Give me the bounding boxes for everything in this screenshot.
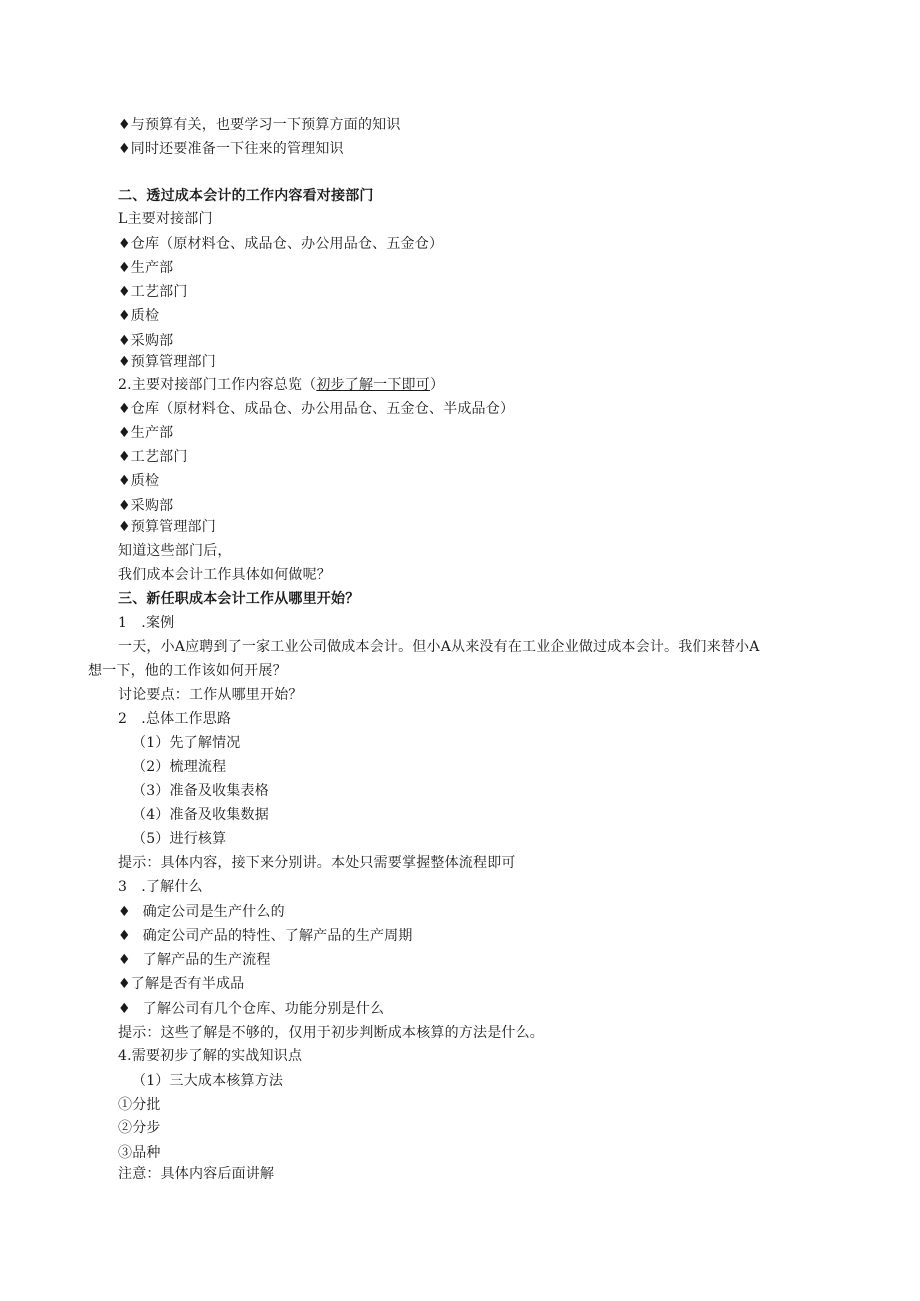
text-span: 2.主要对接部门工作内容总览（: [118, 377, 317, 393]
paragraph-line: 一天，小A应聘到了一家工业公司做成本会计。但小A从来没有在工业企业做过成本会计。我们来替小A: [118, 639, 760, 655]
paragraph-line: 想一下，他的工作该如何开展？: [88, 663, 287, 679]
list-item: ③品种: [118, 1145, 161, 1161]
text-span: 确定公司产品的特性、了解产品的生产周期: [142, 928, 413, 944]
list-item: ②分步: [118, 1120, 161, 1136]
list-item: ♦生产部: [118, 425, 174, 441]
bullet-icon: ♦: [118, 904, 131, 920]
text-line: 知道这些部门后，: [118, 543, 232, 559]
list-item: ♦工艺部门: [118, 449, 188, 465]
list-item: [118, 1000, 384, 1018]
text-line: 1 .案例: [118, 615, 175, 631]
list-item: （1）三大成本核算方法: [132, 1073, 284, 1089]
text-line: [118, 376, 444, 394]
text-span: ）: [429, 377, 445, 393]
text-line: 讨论要点：工作从哪里开始？: [118, 687, 303, 703]
bullet-icon: ♦: [118, 928, 131, 944]
list-item: ♦了解是否有半成品: [118, 976, 245, 992]
text-span: 了解产品的生产流程: [142, 952, 271, 968]
list-item: ♦预算管理部门: [118, 354, 216, 370]
list-item: ♦采购部: [118, 333, 174, 349]
text-line: 提示：具体内容，接下来分别讲。本处只需要掌握整体流程即可: [118, 855, 516, 871]
list-item: （5）进行核算: [132, 831, 227, 847]
text-line: L主要对接部门: [118, 211, 213, 227]
list-item: ♦质检: [118, 308, 160, 324]
list-item: ♦预算管理部门: [118, 519, 216, 535]
list-item: ♦生产部: [118, 260, 174, 276]
text-line: 注意：具体内容后面讲解: [118, 1166, 275, 1182]
text-line: 2 .总体工作思路: [118, 711, 232, 727]
list-item: （3）准备及收集表格: [132, 783, 269, 799]
text-line: 我们成本会计工作具体如何做呢？: [118, 567, 331, 583]
text-line: 提示：这些了解是不够的，仅用于初步判断成本核算的方法是什么。: [118, 1025, 544, 1041]
list-item: ♦采购部: [118, 498, 174, 514]
text-line: ♦同时还要准备一下往来的管理知识: [118, 141, 344, 157]
list-item: [118, 927, 413, 945]
text-line: ♦与预算有关，也要学习一下预算方面的知识: [118, 117, 401, 133]
bullet-icon: ♦: [118, 952, 131, 968]
list-item: ♦质检: [118, 473, 160, 489]
list-item: [118, 951, 271, 969]
list-item: （2）梳理流程: [132, 759, 227, 775]
section-heading: 二、透过成本会计的工作内容看对接部门: [118, 188, 374, 204]
text-line: 4.需要初步了解的实战知识点: [118, 1048, 303, 1064]
text-span: 了解公司有几个仓库、功能分别是什么: [142, 1001, 385, 1017]
list-item: （1）先了解情况: [132, 735, 241, 751]
underlined-text: 初步了解一下即可: [316, 377, 430, 393]
section-heading: 三、新任职成本会计工作从哪里开始？: [118, 591, 360, 607]
list-item: ♦仓库（原材料仓、成品仓、办公用品仓、五金仓、半成品仓）: [118, 401, 515, 417]
text-span: 确定公司是生产什么的: [142, 904, 285, 920]
text-line: 3 .了解什么: [118, 879, 203, 895]
list-item: ♦工艺部门: [118, 284, 188, 300]
list-item: （4）准备及收集数据: [132, 807, 269, 823]
list-item: [118, 903, 285, 921]
bullet-icon: ♦: [118, 1001, 131, 1017]
list-item: ①分批: [118, 1097, 161, 1113]
list-item: ♦仓库（原材料仓、成品仓、办公用品仓、五金仓）: [118, 236, 444, 252]
